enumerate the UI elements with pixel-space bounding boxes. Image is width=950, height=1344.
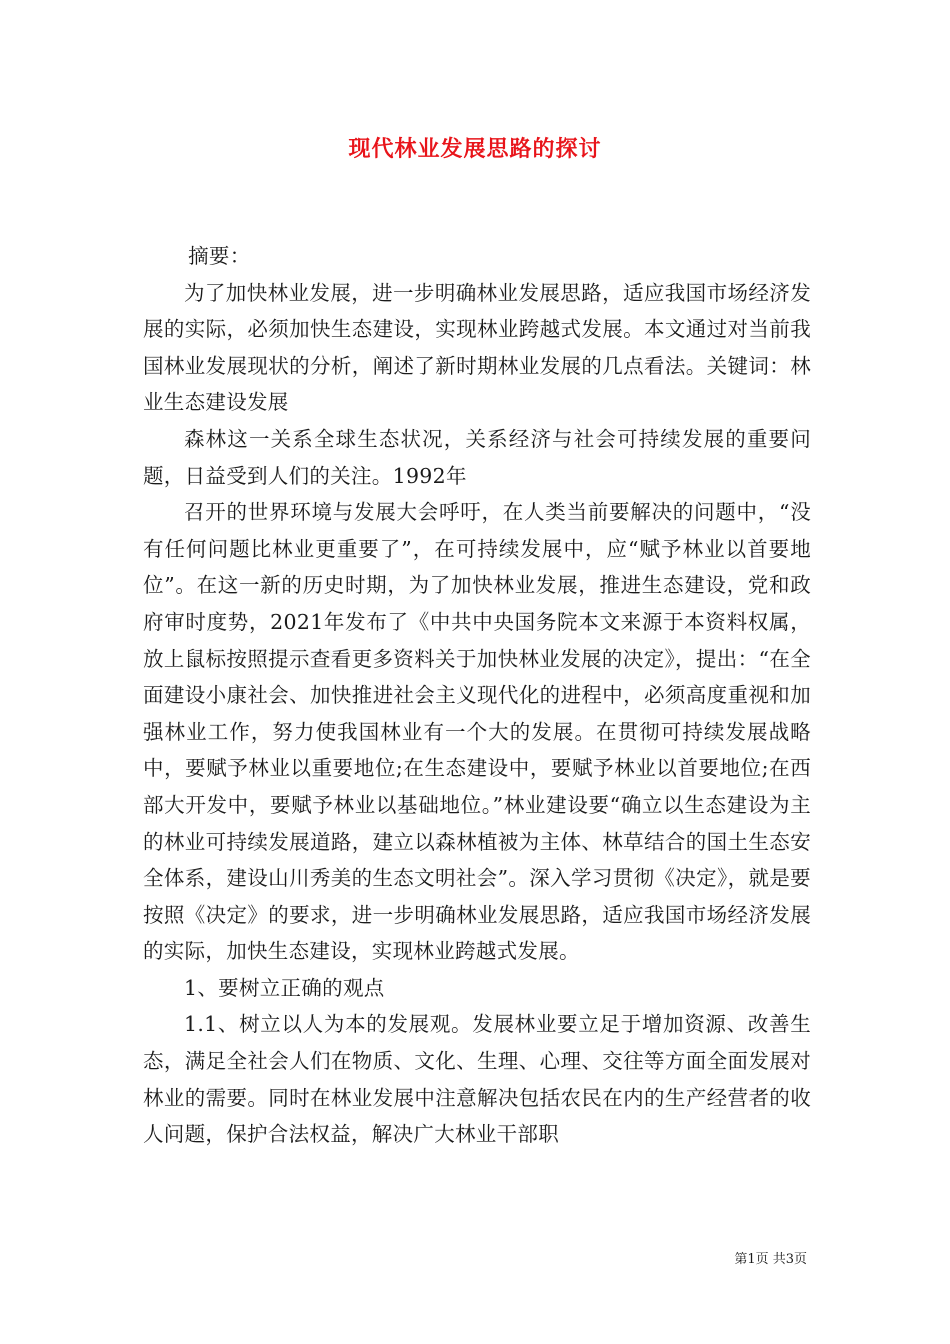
- page-number-footer: 第1页 共3页: [734, 1252, 807, 1267]
- section-heading: 1、要树立正确的观点: [184, 975, 385, 1000]
- body-paragraph: 召开的世界环境与发展大会呼吁，在人类当前要解决的问题中，“没有任何问题比林业更重要了”，在可持续发展中，应“赋予林业以首要地位”。在这一新的历史时期，为了加快林业发展，推进生态建设，党和政府审时度势，2021年发布了《中共中央国务院本文来源于本资料权属，放上鼠标按照提示查看更多资料关于加快林业发展的决定》，提出：“在全面建设小康社会、加快推进社会主义现代化的进程中，必须高度重视和加强林业工作，努力使我国林业有一个大的发展。在贯彻可持续发展战略中，要赋予林业以重要地位;在生态建设中，要赋予林业以首要地位;在西部大开发中，要赋予林业以基础地位。”林业建设要“确立以生态建设为主的林业可持续发展道路，建立以森林植被为主体、林草结合的国土生态安全体系，建设山川秀美的生态文明社会”。深入学习贯彻《决定》，就是要按照《决定》的要求，进一步明确林业发展思路，适应我国市场经济发展的实际，加快生态建设，实现林业跨越式发展。: [143, 500, 811, 964]
- body-paragraph: 1.1、树立以人为本的发展观。发展林业要立足于增加资源、改善生态，满足全社会人们在物质、文化、生理、心理、交往等方面全面发展对林业的需要。同时在林业发展中注意解决包括农民在内的生产经营者的收人问题，保护合法权益，解决广大林业干部职: [143, 1012, 811, 1147]
- abstract-label: 摘要：: [188, 244, 251, 268]
- abstract-paragraph: 为了加快林业发展，进一步明确林业发展思路，适应我国市场经济发展的实际，必须加快生态建设，实现林业跨越式发展。本文通过对当前我国林业发展现状的分析，阐述了新时期林业发展的几点看法。关键词：林业生态建设发展: [143, 280, 811, 415]
- document-body: [143, 238, 811, 1153]
- body-paragraph: 森林这一关系全球生态状况，关系经济与社会可持续发展的重要问题，日益受到人们的关注。1992年: [143, 426, 811, 488]
- document-title: 现代林业发展思路的探讨: [348, 137, 602, 162]
